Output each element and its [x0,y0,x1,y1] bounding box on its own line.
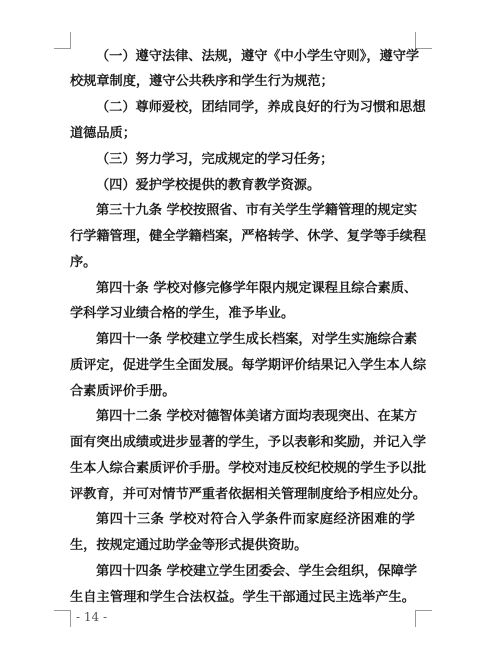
text-line: （二）尊师爱校，团结同学，养成良好的行为习惯和思想 [96,100,426,115]
text-line: （三）努力学习，完成规定的学习任务； [96,152,334,167]
text-line: 面有突出成绩或进步显著的学生，予以表彰和奖励，并记入学 [70,435,427,450]
text-line: 学科学习业绩合格的学生，准予毕业。 [70,306,295,321]
text-line: 质评定，促进学生全面发展。每学期评价结果记入学生本人综 [70,358,427,373]
crop-mark-bottom-left [54,610,71,627]
crop-mark-top-left [54,32,71,49]
text-line: 道德品质； [70,126,136,141]
crop-mark-bottom-right [415,610,432,627]
text-line: 生，按规定通过助学金等形式提供资助。 [70,538,308,553]
text-line: 第三十九条 学校按照省、市有关学生学籍管理的规定实 [96,203,418,218]
text-line: 序。 [70,255,97,270]
text-line: 第四十四条 学校建立学生团委会、学生会组织，保障学 [96,564,418,579]
page-number: - 14 - [76,610,108,624]
text-line: （四）爱护学校提供的教育教学资源。 [96,178,321,193]
text-line: 第四十二条 学校对德智体美诸方面均表现突出、在某方 [96,409,418,424]
text-line: 生自主管理和学生合法权益。学生干部通过民主选举产生。 [70,590,415,605]
text-line: 合素质评价手册。 [70,384,176,399]
crop-mark-top-right [415,32,432,49]
text-line: 第四十条 学校对修完修学年限内规定课程且综合素质、 [96,281,418,296]
text-line: 第四十一条 学校建立学生成长档案，对学生实施综合素 [96,332,418,347]
text-line: （一）遵守法律、法规，遵守《中小学生守则》，遵守学 [96,49,420,64]
text-line: 评教育，并可对情节严重者依据相关管理制度给予相应处分。 [70,487,427,502]
text-line: 第四十三条 学校对符合入学条件而家庭经济困难的学 [96,512,415,527]
text-line: 行学籍管理，健全学籍档案，严格转学、休学、复学等手续程 [70,229,427,244]
text-line: 校规章制度，遵守公共秩序和学生行为规范； [70,74,334,89]
text-line: 生本人综合素质评价手册。学校对违反校纪校规的学生予以批 [70,461,427,476]
